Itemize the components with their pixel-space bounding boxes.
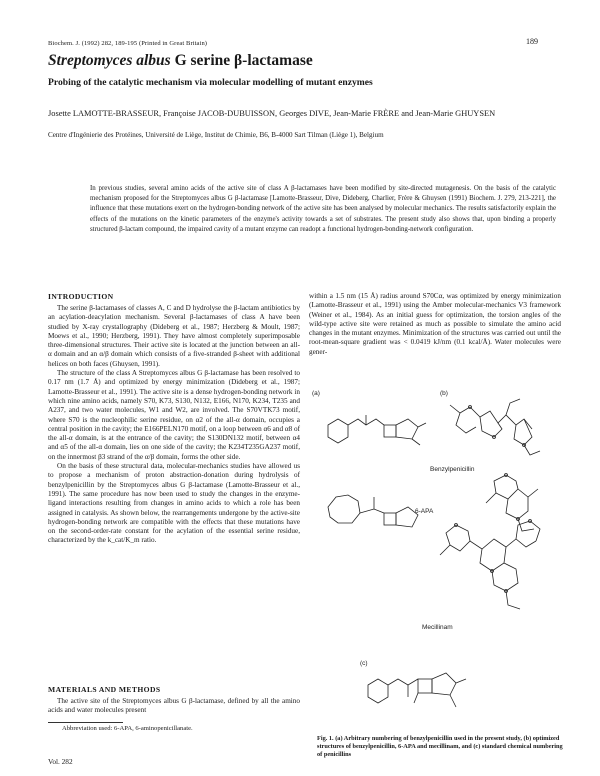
panel-b-label: (b) [440,390,448,397]
label-mecillinam: Mecillinam [422,624,453,631]
benzylpenicillin-structure-a [328,415,426,445]
panel-a-label: (a) [312,390,320,397]
intro-paragraph-1: The serine β-lactamases of classes A, C and D hydrolyse the β-lactam antibiotics by an acylation-deacylation mechanism. Several β-lactamases of class A have been studied by X-ray crystallography (Dideberg et al., 1987; Herzberg & Moult, 1987; Moews et al., 1990; Herzberg, 1991). They have almost completely superimposable three-dimensional structures. Their active site is located at the junction between an all-α domain and an α/β domain which consists of a five-stranded β-sheet with additional helices on both faces (Ghuysen, 1991). [48,304,300,368]
volume-number: Vol. 282 [48,757,73,766]
left-column-body [48,304,300,546]
caption-text: (a) Arbitrary numbering of benzylpenicillin used in the present study, (b) optimized structures of benzylpenicillin, 6-APA and mecillinam, and (c) standard chemical numbering of penicillins [317,735,563,759]
methods-paragraph-1: The active site of the Streptomyces albus G β-lactamase, defined by all the amino acids and water molecules present [48,697,300,715]
author-list: Josette LAMOTTE-BRASSEUR, Françoise JACOB-DUBUISSON, Georges DIVE, Jean-Marie FRÈRE and Jean-Marie GHUYSEN [48,109,496,118]
benzylpenicillin-model [450,399,540,455]
article-title-organism: Streptomyces albus [48,52,171,69]
figure-1-caption [317,735,563,759]
figure-1-drawing [310,385,562,735]
methods-heading: MATERIALS AND METHODS [48,685,161,694]
label-6-apa: 6-APA [415,508,434,515]
penicillin-numbering-structure [368,673,466,707]
article-subtitle: Probing of the catalytic mechanism via molecular modelling of mutant enzymes [48,77,373,88]
right-column-body [309,292,561,357]
affiliation: Centre d'Ingénierie des Protéines, Université de Liège, Institut de Chimie, B6, B-4000 Sart Tilman (Liège 1), Belgium [48,131,384,139]
label-benzylpenicillin: Benzylpenicillin [430,466,475,473]
mecillinam-2d-structure [328,495,418,527]
intro-paragraph-3: On the basis of these structural data, molecular-mechanics studies have allowed us to propose a mechanism of proton abstraction-donation during hydrolysis of benzylpenicillin by the Streptomyces albus G β-lactamase (Lamotte-Brasseur et al., 1991). The same procedure has now been used to study the changes in the enzyme-ligand interactions resulting from changes in amino acids to which a role has been assigned in catalysis. As shown below, the rearrangements undergone by the active-site hydrogen-bonding network are compatible with the effects that these mutations have on the second-order-rate constant for the acylation of the essential serine residue, characterized by the k_cat/K_m ratio. [48,462,300,545]
right-paragraph-continued: within a 1.5 nm (15 Å) radius around S70Cα, was optimized by energy minimization (Lamotte-Brasseur et al., 1991) using the Amber molecular-mechanics V3 framework (Weiner et al., 1984). As an initial guess for optimization, the torsion angles of the wild-type active site were retained as much as possible to simulate the amino acid changes in the mutant enzymes. Minimization of the structures was carried out until the root-mean-square gradient was < 0.0419 kJ/nm (0.1 kcal/Å). Water molecules were gener- [309,292,561,356]
mecillinam-model [440,520,540,610]
abstract: In previous studies, several amino acids of the active site of class A β-lactamases have been modified by site-directed mutagenesis. On the basis of the catalytic mechanism proposed for the Streptomyces albus G β-lactamase [Lamotte-Brasseur, Dive, Dideberg, Charlier, Frère & Ghuysen (1991) Biochem. J. 279, 213-221], the influence that these mutations exert on the hydrogen-bonding network of the active site has been analysed by molecular mechanics. The results satisfactorily explain the effects of the mutations on the kinetic parameters of the enzyme's activity towards a set of substrates. The present study also shows that, upon binding a properly structured β-lactam compound, the impaired cavity of a mutant enzyme can readopt a functional hydrogen-bonding-network configuration. [90,185,556,233]
caption-lead: Fig. 1. [317,735,334,742]
article-title-rest: G serine β-lactamase [174,52,313,69]
panel-c-label: (c) [360,660,368,667]
figure-1 [310,385,562,735]
journal-citation: Biochem. J. (1992) 282, 189-195 (Printed in Great Britain) [48,40,208,47]
introduction-heading: INTRODUCTION [48,292,114,301]
article-title [48,52,313,70]
intro-paragraph-2: The structure of the class A Streptomyces albus G β-lactamase has been resolved to 0.17 nm (1.7 Å) and optimized by energy minimization (Dideberg et al., 1987; Lamotte-Brasseur et al., 1991). The active site is a dense hydrogen-bonding network in which nine amino acids, namely S70, K73, S130, N132, E166, N170, K234, T235 and A237, and two water molecules, W1 and W2, are involved. The S70VTK73 motif, where S70 is the nucleophilic serine residue, on α2 of the all-α domain, occupies a central position in the cavity; the E166PELN170 motif, on a loop between α6 and α8 of the all-α domain, is at the entrance of the cavity; the S130DN132 motif, between α4 and α5 of the all-α domain, lies on one side of the cavity; the K234T235GA237 motif, on the innermost β3 strand of the α/β domain, forms the other side. [48,369,300,461]
footnote-rule [48,722,123,723]
page-number: 189 [526,37,538,46]
methods-body [48,697,300,716]
footnote: Abbreviation used: 6-APA, 6-aminopenicillanate. [62,725,193,732]
